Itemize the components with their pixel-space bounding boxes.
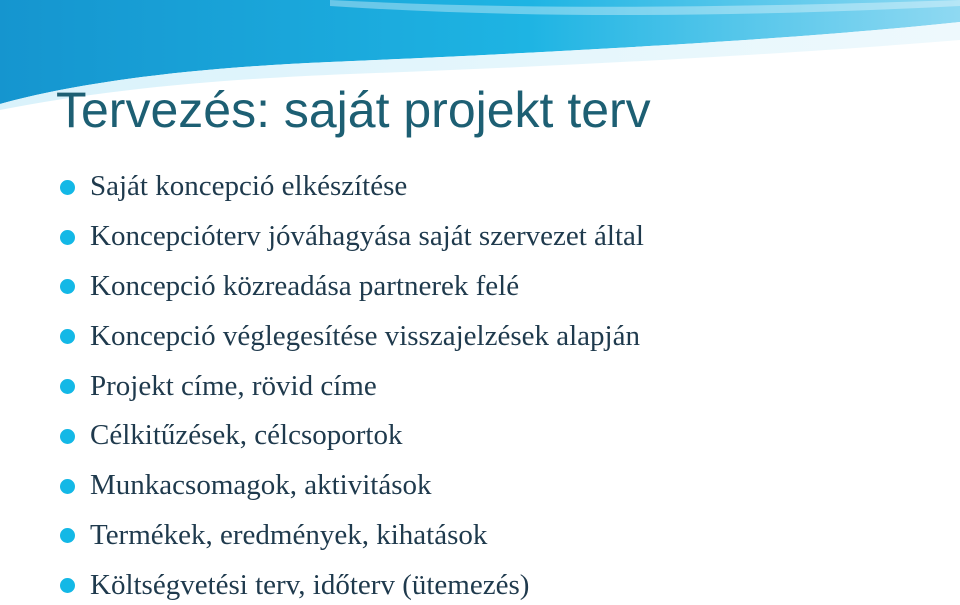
bullet-dot-icon [60,578,75,593]
bullet-text: Munkacsomagok, aktivitások [90,469,432,502]
bullet-dot-icon [60,379,75,394]
list-item [60,511,940,561]
list-item [60,560,940,605]
bullet-text: Projekt címe, rövid címe [90,369,377,402]
bullet-text: Célkitűzések, célcsoportok [90,419,403,452]
bullet-dot-icon [60,528,75,543]
bullet-text: Saját koncepció elkészítése [90,170,408,203]
slide-title: Tervezés: saját projekt terv [56,82,651,138]
bullet-list [60,162,940,605]
list-item [60,361,940,411]
list-item [60,311,940,361]
bullet-dot-icon [60,180,75,195]
bullet-dot-icon [60,279,75,294]
bullet-dot-icon [60,329,75,344]
bullet-dot-icon [60,230,75,245]
bullet-dot-icon [60,429,75,444]
bullet-text: Termékek, eredmények, kihatások [90,518,488,551]
bullet-text: Koncepcióterv jóváhagyása saját szervezet által [90,220,644,253]
bullet-text: Koncepció véglegesítése visszajelzések alapján [90,319,640,352]
bullet-dot-icon [60,479,75,494]
bullet-text: Koncepció közreadása partnerek felé [90,269,520,302]
list-item [60,411,940,461]
list-item [60,262,940,312]
list-item [60,162,940,212]
list-item [60,461,940,511]
list-item [60,212,940,262]
bullet-text: Költségvetési terv, időterv (ütemezés) [90,568,530,601]
